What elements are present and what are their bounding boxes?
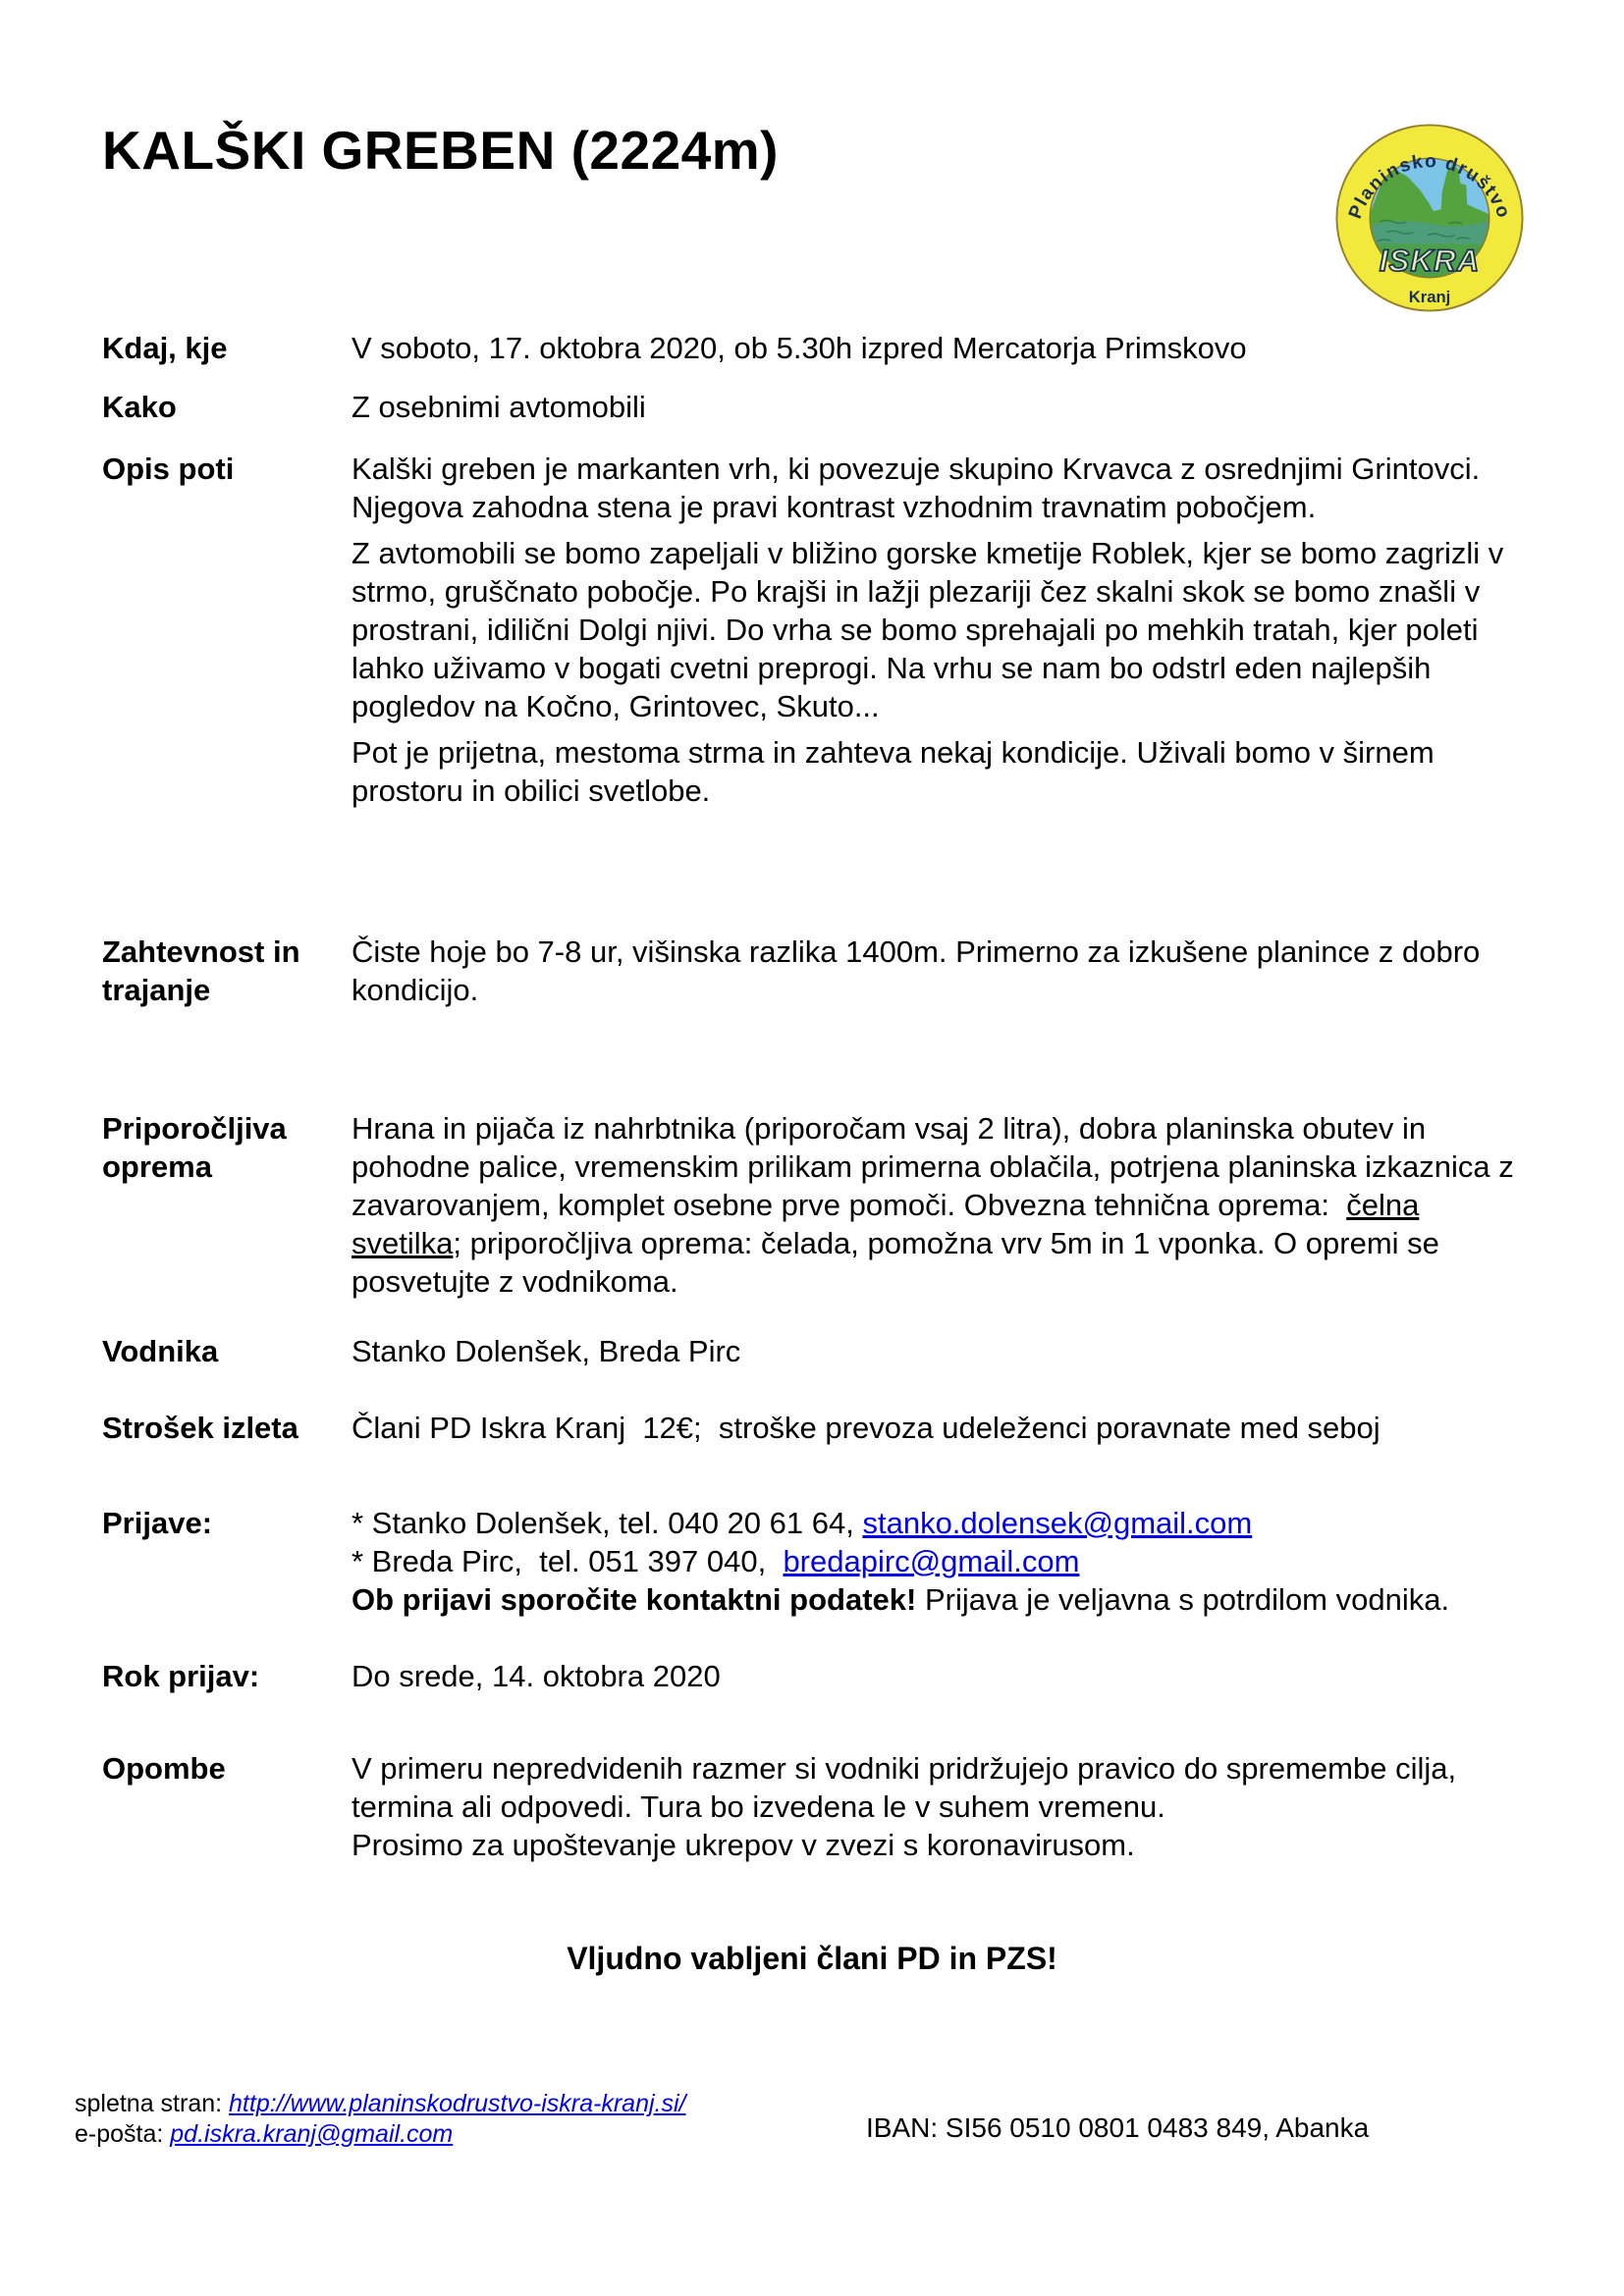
label-zahtevnost: Zahtevnost in trajanje <box>102 934 300 1007</box>
prijave-note-bold: Ob prijavi sporočite kontaktni podatek! <box>352 1582 917 1617</box>
logo-city: Kranj <box>1408 288 1451 307</box>
row-opis-poti <box>102 450 1536 810</box>
row-zahtevnost <box>102 933 1536 1009</box>
row-vodnika <box>102 1332 1536 1370</box>
label-kako: Kako <box>102 390 177 424</box>
label-rok-prijav: Rok prijav: <box>102 1659 260 1693</box>
row-kdaj-kje <box>102 329 1536 367</box>
value-rok-prijav: Do srede, 14. oktobra 2020 <box>352 1659 721 1693</box>
label-strosek-izleta: Strošek izleta <box>102 1411 298 1445</box>
label-priporocljiva-oprema: Priporočljiva oprema <box>102 1111 287 1184</box>
label-kdaj-kje: Kdaj, kje <box>102 331 228 365</box>
oprema-text-before: Hrana in pijača iz nahrbtnika (priporočam vsaj 2 litra), dobra planinska obutev in pohodne palice, vremenskim prilikam primerna oblačila, potrjena planinska izkaznica z zavarovanjem, komplet osebne prve pomoči. Obvezna tehnična oprema: <box>352 1111 1514 1222</box>
label-prijave: Prijave: <box>102 1506 213 1540</box>
opombe-line-2: Prosimo za upoštevanje ukrepov v zvezi s koronavirusom. <box>352 1828 1135 1862</box>
prijave-email-link-1[interactable]: stanko.dolensek@gmail.com <box>862 1506 1253 1540</box>
row-prijave <box>102 1504 1536 1619</box>
row-kako <box>102 388 1536 426</box>
row-strosek-izleta <box>102 1409 1536 1447</box>
prijave-line-3 <box>352 1580 1526 1619</box>
page-title: KALŠKI GREBEN (2224m) <box>102 120 779 181</box>
prijave-line-1 <box>352 1504 1526 1542</box>
logo-arc-text: Planinsko društvo <box>1344 151 1515 222</box>
footer <box>75 2089 685 2150</box>
row-priporocljiva-oprema <box>102 1109 1536 1301</box>
footer-email-label: e-pošta: <box>75 2120 171 2148</box>
footer-website-line <box>75 2089 685 2119</box>
value-strosek-izleta: Člani PD Iskra Kranj 12€; stroške prevoza udeleženci poravnate med seboj <box>352 1411 1380 1445</box>
closing-invitation: Vljudno vabljeni člani PD in PZS! <box>567 1941 1057 1976</box>
value-kdaj-kje: V soboto, 17. oktobra 2020, ob 5.30h izpred Mercatorja Primskovo <box>352 331 1247 365</box>
value-kako: Z osebnimi avtomobili <box>352 390 646 424</box>
oprema-paragraph <box>352 1109 1526 1301</box>
oprema-text-underlined: čelna svetilka <box>352 1188 1420 1260</box>
row-opombe <box>102 1749 1536 1864</box>
label-opombe: Opombe <box>102 1751 226 1786</box>
logo-name: ISKRA <box>1379 242 1481 278</box>
footer-website-label: spletna stran: <box>75 2090 230 2117</box>
value-opombe <box>352 1749 1526 1864</box>
row-rok-prijav <box>102 1657 1536 1695</box>
footer-website-link[interactable]: http://www.planinskodrustvo-iskra-kranj.si/ <box>229 2090 686 2117</box>
club-logo-image <box>1333 122 1526 314</box>
prijave-contact-1: * Stanko Dolenšek, tel. 040 20 61 64, <box>352 1506 863 1540</box>
opis-paragraph-3: Pot je prijetna, mestoma strma in zahteva nekaj kondicije. Uživali bomo v širnem prostoru in obilici svetlobe. <box>352 735 1435 808</box>
club-logo <box>1333 122 1526 314</box>
opis-paragraph-2: Z avtomobili se bomo zapeljali v bližino gorske kmetije Roblek, kjer se bomo zagrizli v strmo, gruščnato pobočje. Po krajši in lažji plezariji čez skalni skok se bomo znašli v prostrani, idilični Dolgi njivi. Do vrha se bomo sprehajali po mehkih tratah, kjer poleti lahko uživamo v bogati cvetni preprogi. Na vrhu se nam bo odstrl eden najlepših pogledov na Kočno, Grintovec, Skuto... <box>352 536 1504 723</box>
oprema-text-after: ; priporočljiva oprema: čelada, pomožna vrv 5m in 1 vponka. O opremi se posvetujte z vodnikoma. <box>352 1226 1439 1299</box>
value-opis-poti <box>352 450 1526 810</box>
value-zahtevnost: Čiste hoje bo 7-8 ur, višinska razlika 1400m. Primerno za izkušene planince z dobro kondicijo. <box>352 934 1481 1007</box>
iban-info: IBAN: SI56 0510 0801 0483 849, Abanka <box>866 2112 1370 2143</box>
label-vodnika: Vodnika <box>102 1334 219 1368</box>
footer-email-link[interactable]: pd.iskra.kranj@gmail.com <box>170 2120 454 2148</box>
prijave-line-2 <box>352 1542 1526 1580</box>
value-vodnika: Stanko Dolenšek, Breda Pirc <box>352 1334 741 1368</box>
prijave-contact-2: * Breda Pirc, tel. 051 397 040, <box>352 1544 784 1578</box>
prijave-note-rest: Prijava je veljavna s potrdilom vodnika. <box>916 1582 1450 1617</box>
label-opis-poti: Opis poti <box>102 452 235 486</box>
opis-paragraph-1: Kalški greben je markanten vrh, ki povezuje skupino Krvavca z osrednjimi Grintovci. Njegova zahodna stena je pravi kontrast vzhodnim travnatim pobočjem. <box>352 452 1481 524</box>
value-priporocljiva-oprema <box>352 1109 1526 1301</box>
value-prijave <box>352 1504 1526 1619</box>
footer-email-line <box>75 2119 685 2150</box>
opombe-line-1: V primeru nepredvidenih razmer si vodniki pridržujejo pravico do spremembe cilja, termina ali odpovedi. Tura bo izvedena le v suhem vremenu. <box>352 1751 1457 1824</box>
prijave-email-link-2[interactable]: bredapirc@gmail.com <box>783 1544 1080 1578</box>
